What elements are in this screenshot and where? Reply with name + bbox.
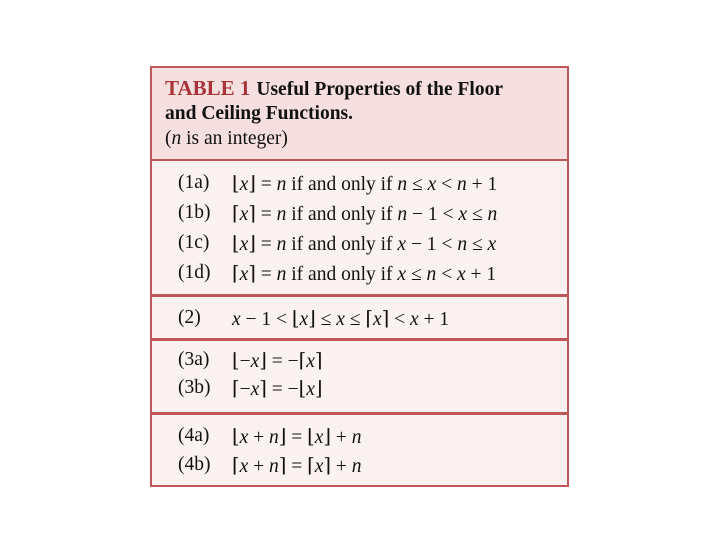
- property-row: [152, 262, 567, 292]
- property-label: (2): [178, 307, 201, 328]
- section-divider: [152, 412, 567, 415]
- property-label: (1a): [178, 172, 210, 193]
- property-expression: x − 1 < ⌊x⌋ ≤ x ≤ ⌈x⌉ < x + 1: [232, 309, 450, 330]
- section-divider: [152, 294, 567, 297]
- property-label: (1d): [178, 262, 211, 283]
- property-label: (1c): [178, 232, 210, 253]
- property-label: (4b): [178, 454, 211, 475]
- section-divider: [152, 338, 567, 341]
- property-row: [152, 454, 567, 484]
- table-title: [165, 76, 503, 101]
- property-row: [152, 172, 567, 202]
- property-expression: ⌊x + n⌋ = ⌊x⌋ + n: [232, 427, 362, 448]
- table-header: [152, 68, 567, 161]
- property-row: [152, 307, 567, 337]
- table-number: TABLE 1: [165, 76, 251, 100]
- property-expression: ⌊−x⌋ = −⌈x⌉: [232, 351, 323, 372]
- property-expression: ⌈x⌉ = n if and only if x ≤ n < x + 1: [232, 264, 497, 285]
- property-expression: ⌈x⌉ = n if and only if n − 1 < x ≤ n: [232, 204, 498, 225]
- table-title-line1: Useful Properties of the Floor: [256, 79, 503, 100]
- property-label: (4a): [178, 425, 210, 446]
- property-expression: ⌈x + n⌉ = ⌈x⌉ + n: [232, 456, 362, 477]
- property-label: (3b): [178, 377, 211, 398]
- property-row: [152, 377, 567, 407]
- note-text: is an integer): [181, 128, 288, 149]
- table-title-line2: and Ceiling Functions.: [165, 103, 354, 124]
- property-expression: ⌈−x⌉ = −⌊x⌋: [232, 379, 323, 400]
- property-row: [152, 349, 567, 379]
- property-label: (3a): [178, 349, 210, 370]
- property-expression: ⌊x⌋ = n if and only if x − 1 < n ≤ x: [232, 234, 497, 255]
- property-row: [152, 232, 567, 262]
- property-row: [152, 425, 567, 455]
- table-note: (n is an integer): [165, 128, 288, 149]
- note-variable: n: [171, 128, 182, 149]
- property-row: [152, 202, 567, 232]
- property-label: (1b): [178, 202, 211, 223]
- properties-table: [150, 66, 569, 487]
- property-expression: ⌊x⌋ = n if and only if n ≤ x < n + 1: [232, 174, 498, 195]
